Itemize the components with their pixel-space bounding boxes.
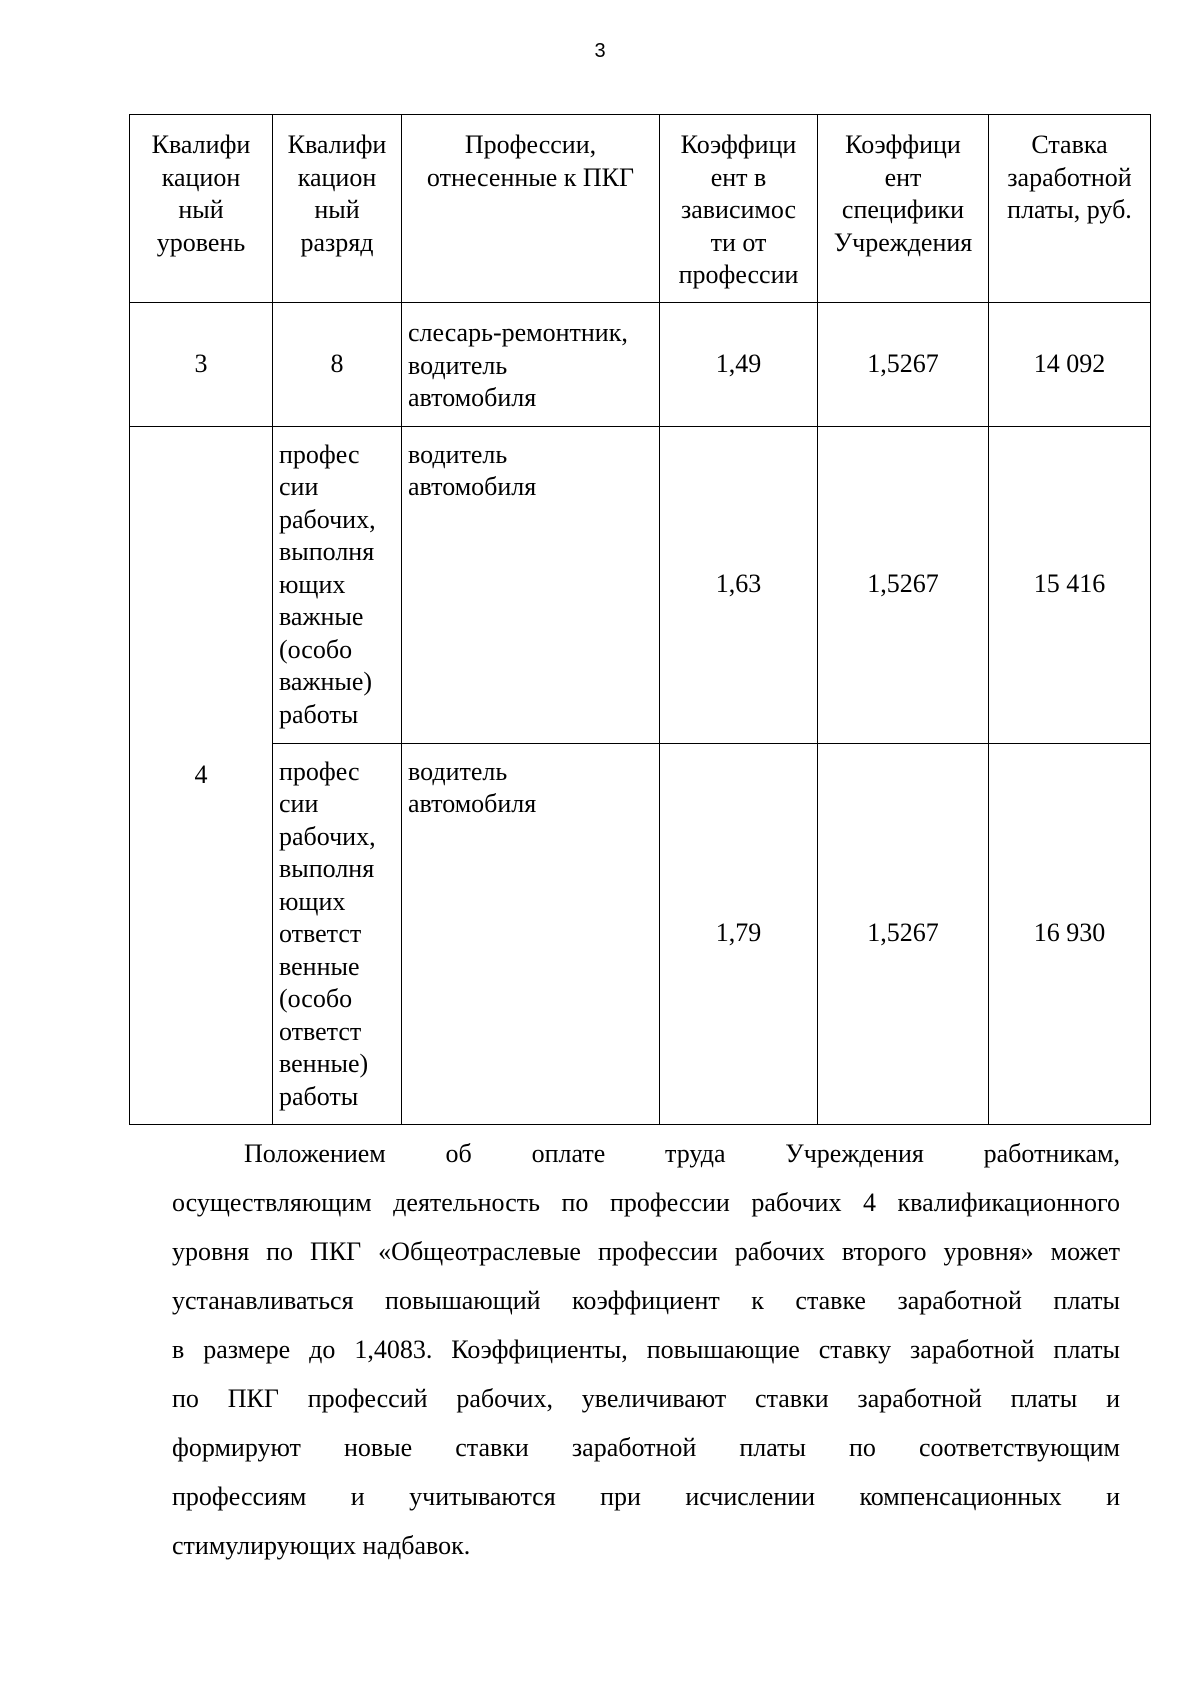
cell-level: 4 bbox=[130, 426, 273, 1124]
cell-line: ющих bbox=[279, 569, 346, 599]
cell-line: ный bbox=[314, 195, 360, 224]
cell-line: (особо bbox=[279, 984, 353, 1013]
cell-coef-specific: 1,5267 bbox=[818, 743, 989, 1124]
cell-line: ющих bbox=[279, 886, 346, 916]
cell-line: зависимос bbox=[680, 195, 797, 224]
cell-rate: 16 930 bbox=[989, 743, 1151, 1124]
cell-line: специфики bbox=[841, 195, 965, 224]
cell-line: работы bbox=[279, 1081, 359, 1111]
cell-line: ответст bbox=[279, 1016, 362, 1046]
header-coef-specific bbox=[818, 115, 989, 303]
cell-line: ти от bbox=[710, 227, 767, 257]
cell-grade bbox=[273, 302, 402, 426]
cell-line: сии bbox=[279, 789, 319, 818]
cell-profession bbox=[402, 426, 660, 743]
cell-coef-profession: 1,63 bbox=[660, 426, 818, 743]
salary-table bbox=[129, 114, 1151, 1125]
cell-line: 8 bbox=[330, 348, 344, 378]
cell-line: венные) bbox=[279, 1049, 369, 1078]
cell-line: платы, руб. bbox=[1007, 195, 1132, 224]
cell-coef-profession: 1,49 bbox=[660, 302, 818, 426]
table-row bbox=[130, 426, 1151, 743]
cell-rate: 14 092 bbox=[989, 302, 1151, 426]
cell-line: профессии bbox=[678, 260, 799, 289]
cell-line: разряд bbox=[300, 227, 374, 257]
cell-level: 3 bbox=[130, 302, 273, 426]
header-salary-rate bbox=[989, 115, 1151, 303]
header-qualification-level bbox=[130, 115, 273, 303]
paragraph-line: уровня по ПКГ «Общеотраслевые профессии рабочих второго уровня» может bbox=[172, 1237, 1120, 1266]
cell-line: кацион bbox=[161, 162, 241, 192]
page-number: 3 bbox=[594, 40, 606, 62]
cell-line: водитель bbox=[408, 439, 508, 469]
cell-rate: 15 416 bbox=[989, 426, 1151, 743]
cell-line: Учреждения bbox=[833, 227, 973, 257]
paragraph-line: по ПКГ профессий рабочих, увеличивают ставки заработной платы и bbox=[172, 1384, 1120, 1413]
cell-line: ент в bbox=[710, 162, 767, 192]
cell-coef-profession: 1,79 bbox=[660, 743, 818, 1124]
cell-line: отнесенные к ПКГ bbox=[426, 162, 635, 192]
paragraph-line: формируют новые ставки заработной платы по соответствующим bbox=[172, 1433, 1120, 1462]
cell-line: выполня bbox=[279, 537, 375, 566]
cell-line: работы bbox=[279, 699, 359, 729]
cell-line: Профессии, bbox=[464, 130, 597, 159]
cell-grade bbox=[273, 426, 402, 743]
paragraph-line: профессиям и учитываются при исчислении компенсационных и bbox=[172, 1482, 1120, 1511]
cell-line: рабочих, bbox=[279, 504, 376, 534]
header-qualification-grade bbox=[273, 115, 402, 303]
cell-line: водитель bbox=[408, 350, 508, 380]
header-professions bbox=[402, 115, 660, 303]
cell-line: Квалифи bbox=[151, 130, 251, 159]
cell-line: сии bbox=[279, 472, 319, 501]
paragraph-line: стимулирующих надбавок. bbox=[172, 1531, 471, 1560]
cell-line: Ставка bbox=[1031, 130, 1108, 159]
cell-line: водитель bbox=[408, 756, 508, 786]
table-row bbox=[130, 302, 1151, 426]
cell-line: (особо bbox=[279, 634, 353, 664]
cell-line: ответст bbox=[279, 919, 362, 948]
cell-grade bbox=[273, 743, 402, 1124]
cell-line: профес bbox=[279, 439, 360, 469]
body-paragraph bbox=[172, 1129, 1120, 1570]
paragraph-line: в размере до 1,4083. Коэффициенты, повышающие ставку заработной платы bbox=[172, 1335, 1120, 1364]
cell-line: важные) bbox=[279, 667, 373, 696]
cell-line: ент bbox=[884, 162, 922, 192]
table-header-row bbox=[130, 115, 1151, 303]
cell-line: Квалифи bbox=[287, 130, 387, 159]
cell-line: венные bbox=[279, 951, 360, 981]
cell-profession bbox=[402, 743, 660, 1124]
cell-line: уровень bbox=[156, 227, 246, 257]
cell-line: автомобиля bbox=[408, 383, 537, 413]
cell-line: кацион bbox=[297, 162, 377, 192]
cell-line: заработной bbox=[1007, 162, 1132, 192]
paragraph-line: осуществляющим деятельность по профессии рабочих 4 квалификационного bbox=[172, 1188, 1120, 1217]
paragraph-line: Положением об оплате труда Учреждения работникам, bbox=[244, 1139, 1120, 1168]
cell-coef-specific: 1,5267 bbox=[818, 426, 989, 743]
cell-line: Коэффици bbox=[680, 130, 797, 159]
header-coef-profession bbox=[660, 115, 818, 303]
cell-line: автомобиля bbox=[408, 789, 537, 818]
table-row bbox=[130, 743, 1151, 1124]
paragraph-line: устанавливаться повышающий коэффициент к ставке заработной платы bbox=[172, 1286, 1120, 1315]
cell-line: выполня bbox=[279, 854, 375, 883]
cell-line: слесарь-ремонтник, bbox=[408, 318, 628, 348]
cell-line: Коэффици bbox=[845, 130, 961, 159]
cell-line: автомобиля bbox=[408, 472, 537, 501]
cell-line: важные bbox=[279, 602, 364, 631]
cell-coef-specific: 1,5267 bbox=[818, 302, 989, 426]
cell-profession bbox=[402, 302, 660, 426]
cell-line: ный bbox=[178, 195, 224, 224]
cell-line: рабочих, bbox=[279, 821, 376, 851]
cell-line: профес bbox=[279, 756, 360, 786]
